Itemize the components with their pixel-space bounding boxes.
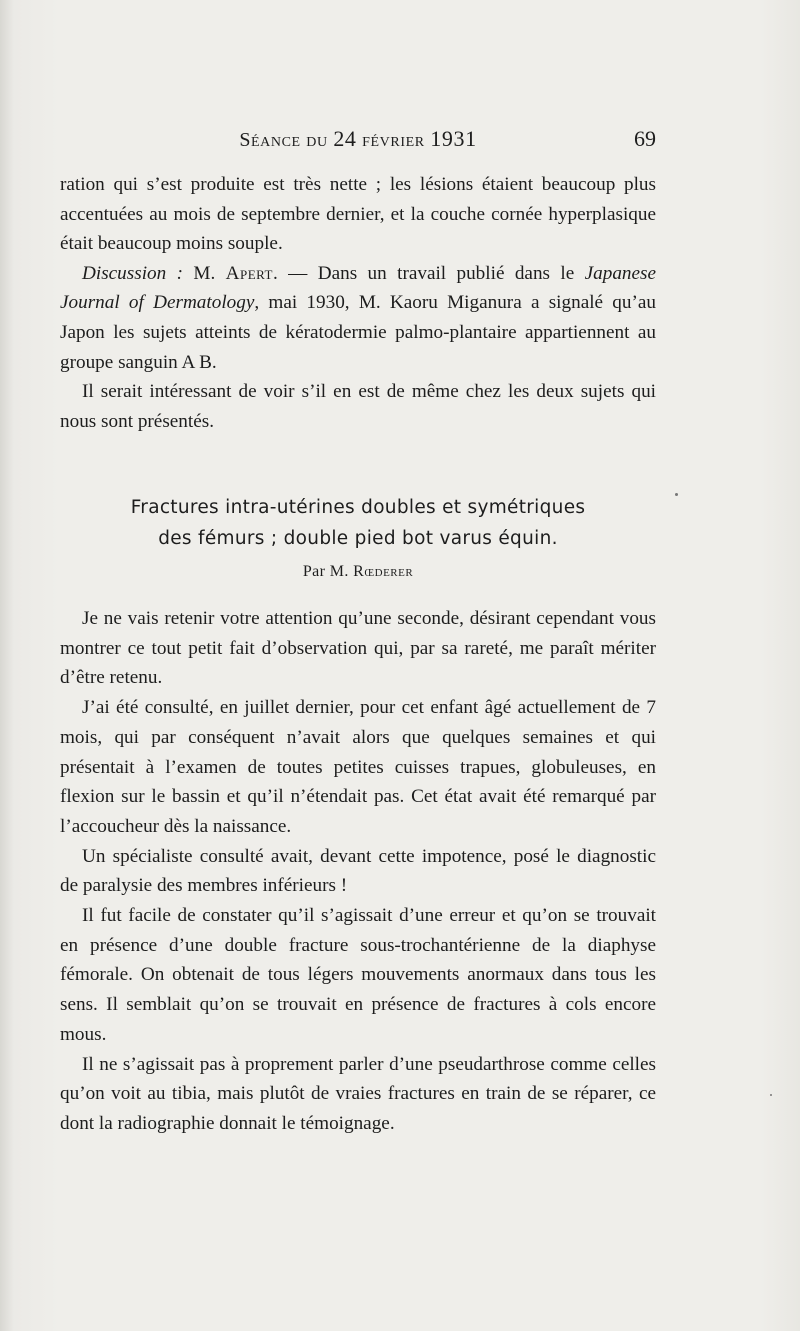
byline-prefix: Par M. [302, 563, 354, 580]
article-title-line-1: Fractures intra-utérines doubles et symétriques [130, 497, 586, 518]
discussion-text-a: . — Dans un travail publié dans le [272, 262, 585, 284]
journal-name: Japanese Journal of Dermatology [60, 262, 657, 314]
discussion-text-b: , mai 1930, M. Kaoru Miganura a signalé qu’au Japon les sujets atteints de kératodermie palmo-plantaire appartiennent au groupe sanguin A B. [60, 292, 656, 373]
article-paragraph: Je ne vais retenir votre attention qu’une seconde, désirant cependant vous montrer ce tout petit fait d’observation qui, par sa rareté, me paraît mériter d’être retenu. [60, 608, 656, 689]
page-header [60, 126, 656, 160]
running-title-prefix: Séance du [239, 129, 334, 151]
article-paragraph: Il ne s’agissait pas à proprement parler d’une pseudarthrose comme celles qu’on voit au tibia, mais plutôt de vraies fractures en train de se réparer, ce dont la radiographie donnait le témoignage. [60, 1053, 656, 1134]
article-title [60, 492, 656, 554]
article-paragraph: J’ai été consulté, en juillet dernier, pour cet enfant âgé actuellement de 7 mois, qui par conséquent n’avait alors que quelques semaines et qui présentait à l’examen de toutes petites cuisses trapues, globuleuses, en flexion sur le bassin et qu’il n’étendait pas. Cet état avait été remarqué par l’accoucheur dès la naissance. [60, 697, 656, 837]
article-title-line-2: des fémurs ; double pied bot varus équin. [158, 528, 558, 549]
article-paragraph: Un spécialiste consulté avait, devant cette impotence, posé le diagnostic de paralysie des membres inférieurs ! [60, 845, 656, 897]
discussion-speaker: Apert [225, 262, 273, 284]
running-title [60, 126, 656, 152]
running-title-year: 1931 [430, 126, 477, 151]
discussion-label: Discussion : [82, 262, 183, 284]
article-byline [60, 563, 656, 581]
article-paragraph: Il fut facile de constater qu’il s’agissait d’une erreur et qu’on se trouvait en présence d’une double fracture sous-trochantérienne de la diaphyse fémorale. On obtenait de tous légers mouvements anormaux dans tous les sens. Il semblait qu’on se trouvait en présence de fractures à cols encore mous. [60, 905, 656, 1045]
paragraph-remark: Il serait intéressant de voir s’il en est de même chez les deux sujets qui nous sont présentés. [60, 381, 656, 432]
running-title-month: février [356, 129, 431, 151]
discussion-paragraph [60, 259, 656, 377]
page-number: 69 [634, 126, 656, 151]
paper-speck [675, 493, 678, 496]
discussion-speaker-prefix: M. [183, 262, 226, 284]
article-body [60, 604, 656, 1139]
first-section [60, 170, 656, 436]
paper-speck [770, 1094, 772, 1096]
paragraph-continuation: ration qui s’est produite est très nette ; les lésions étaient beaucoup plus accentuées au mois de septembre dernier, et la couche cornée hyperplasique était beaucoup moins souple. [60, 174, 656, 255]
running-title-day: 24 [333, 126, 357, 151]
byline-author: Rœderer [353, 563, 414, 580]
